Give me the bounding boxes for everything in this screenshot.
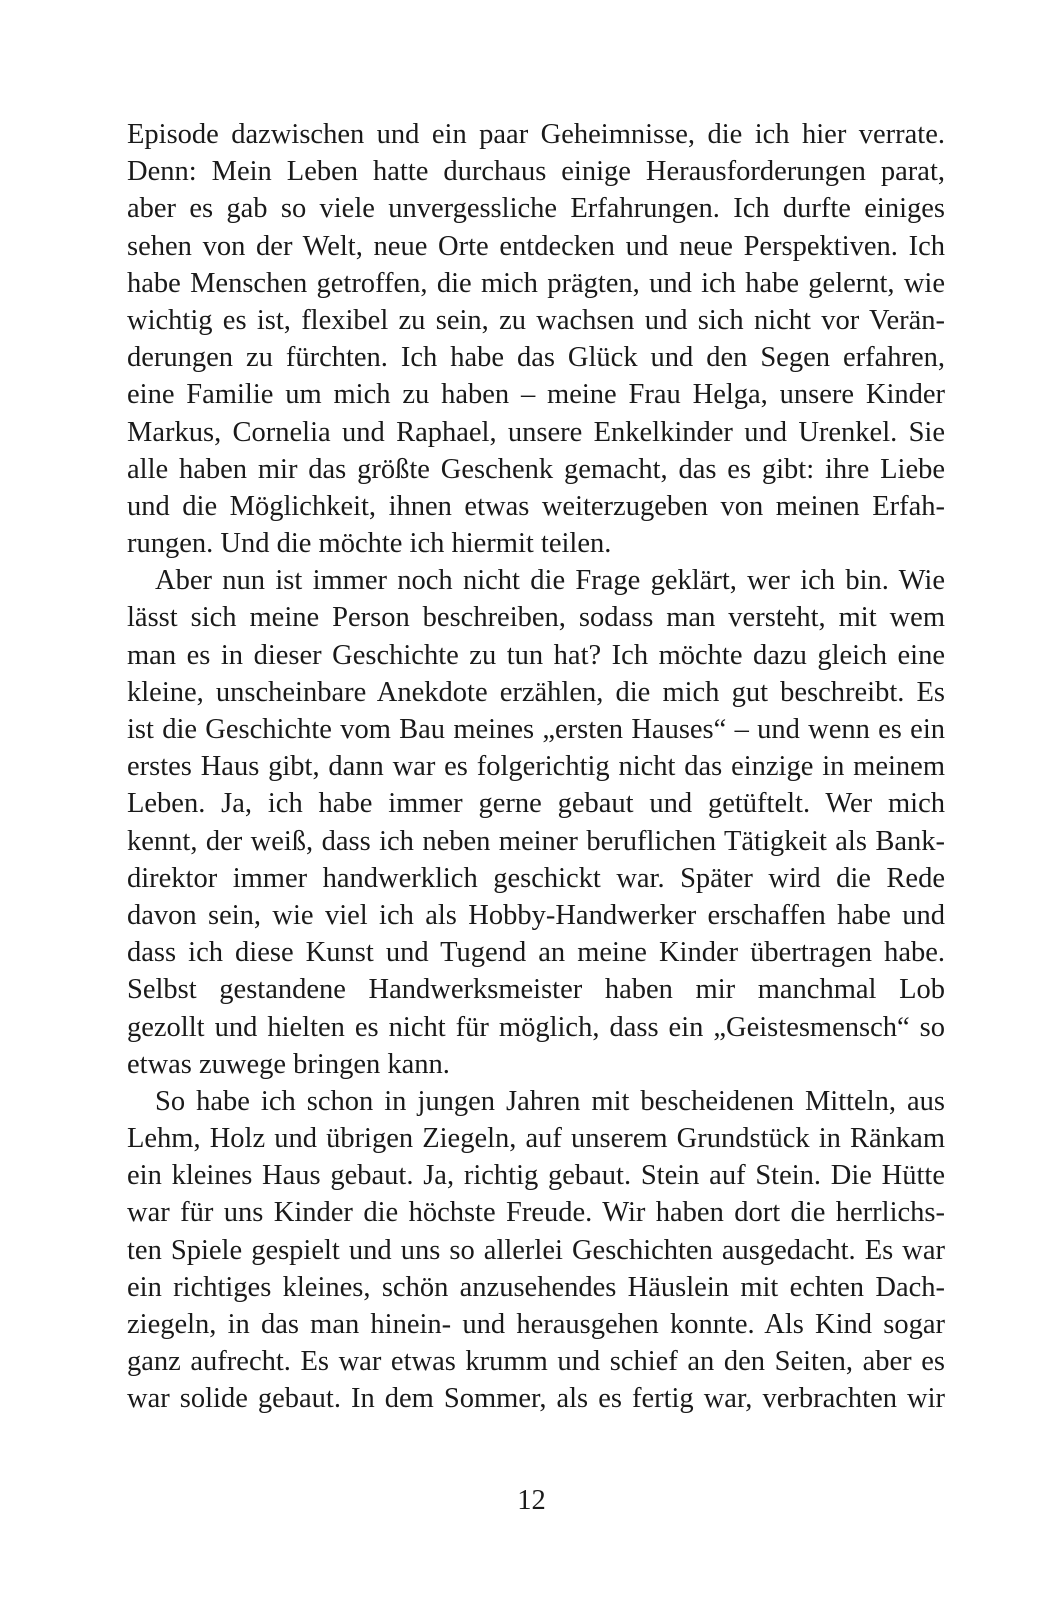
text-line: ein kleines Haus gebaut. Ja, richtig gebaut. Stein auf Stein. Die Hütte bbox=[127, 1160, 945, 1192]
text-line: war für uns Kinder die höchste Freude. Wir haben dort die herrlichs- bbox=[127, 1197, 945, 1229]
text-line: Denn: Mein Leben hatte durchaus einige Herausforderungen parat, bbox=[127, 156, 945, 188]
text-line: sehen von der Welt, neue Orte entdecken und neue Perspektiven. Ich bbox=[127, 230, 945, 262]
text-line: Episode dazwischen und ein paar Geheimnisse, die ich hier verrate. bbox=[127, 119, 945, 150]
text-line: kleine, unscheinbare Anekdote erzählen, die mich gut beschreibt. Es bbox=[127, 676, 945, 708]
text-line: Lehm, Holz und übrigen Ziegeln, auf unserem Grundstück in Ränkam bbox=[127, 1123, 945, 1155]
text-line: direktor immer handwerklich geschickt war. Später wird die Rede bbox=[127, 862, 945, 894]
text-line: gezollt und hielten es nicht für möglich, dass ein „Geistesmensch“ so bbox=[127, 1011, 945, 1043]
body-text bbox=[127, 116, 945, 1418]
text-line: kennt, der weiß, dass ich neben meiner beruflichen Tätigkeit als Bank- bbox=[127, 825, 945, 857]
page-number: 12 bbox=[517, 1485, 546, 1516]
text-line: davon sein, wie viel ich als Hobby-Handwerker erschaffen habe und bbox=[127, 899, 945, 931]
text-line: alle haben mir das größte Geschenk gemacht, das es gibt: ihre Liebe bbox=[127, 453, 945, 485]
text-line: war solide gebaut. In dem Sommer, als es fertig war, verbrachten wir bbox=[127, 1383, 945, 1415]
text-line: rungen. Und die möchte ich hiermit teilen. bbox=[127, 528, 612, 560]
text-line: Selbst gestandene Handwerksmeister haben mir manchmal Lob bbox=[127, 974, 945, 1006]
text-line: wichtig es ist, flexibel zu sein, zu wachsen und sich nicht vor Verän- bbox=[127, 304, 945, 336]
text-line: Aber nun ist immer noch nicht die Frage geklärt, wer ich bin. Wie bbox=[155, 565, 945, 597]
text-line: und die Möglichkeit, ihnen etwas weiterzugeben von meinen Erfah- bbox=[127, 490, 945, 522]
text-line: ein richtiges kleines, schön anzusehendes Häuslein mit echten Dach- bbox=[127, 1271, 945, 1303]
text-line: Leben. Ja, ich habe immer gerne gebaut und getüftelt. Wer mich bbox=[127, 788, 945, 820]
text-line: Markus, Cornelia und Raphael, unsere Enkelkinder und Urenkel. Sie bbox=[127, 416, 945, 448]
text-line: habe Menschen getroffen, die mich prägten, und ich habe gelernt, wie bbox=[127, 267, 945, 299]
text-line: ist die Geschichte vom Bau meines „ersten Hauses“ – und wenn es ein bbox=[127, 714, 945, 745]
text-line: dass ich diese Kunst und Tugend an meine Kinder übertragen habe. bbox=[127, 937, 945, 969]
text-line: man es in dieser Geschichte zu tun hat? Ich möchte dazu gleich eine bbox=[127, 639, 945, 671]
text-line: ten Spiele gespielt und uns so allerlei Geschichten ausgedacht. Es war bbox=[127, 1234, 945, 1266]
text-line: lässt sich meine Person beschreiben, sodass man versteht, mit wem bbox=[127, 602, 945, 634]
text-line: etwas zuwege bringen kann. bbox=[127, 1048, 450, 1080]
text-line: erstes Haus gibt, dann war es folgerichtig nicht das einzige in meinem bbox=[127, 751, 945, 783]
text-line: eine Familie um mich zu haben – meine Frau Helga, unsere Kinder bbox=[127, 379, 945, 411]
text-line: derungen zu fürchten. Ich habe das Glück und den Segen erfahren, bbox=[127, 342, 945, 374]
text-line: ganz aufrecht. Es war etwas krumm und schief an den Seiten, aber es bbox=[127, 1346, 945, 1378]
text-line: aber es gab so viele unvergessliche Erfahrungen. Ich durfte einiges bbox=[127, 193, 945, 225]
text-line: So habe ich schon in jungen Jahren mit bescheidenen Mitteln, aus bbox=[155, 1085, 945, 1117]
text-line: ziegeln, in das man hinein- und herausgehen konnte. Als Kind sogar bbox=[127, 1309, 945, 1340]
